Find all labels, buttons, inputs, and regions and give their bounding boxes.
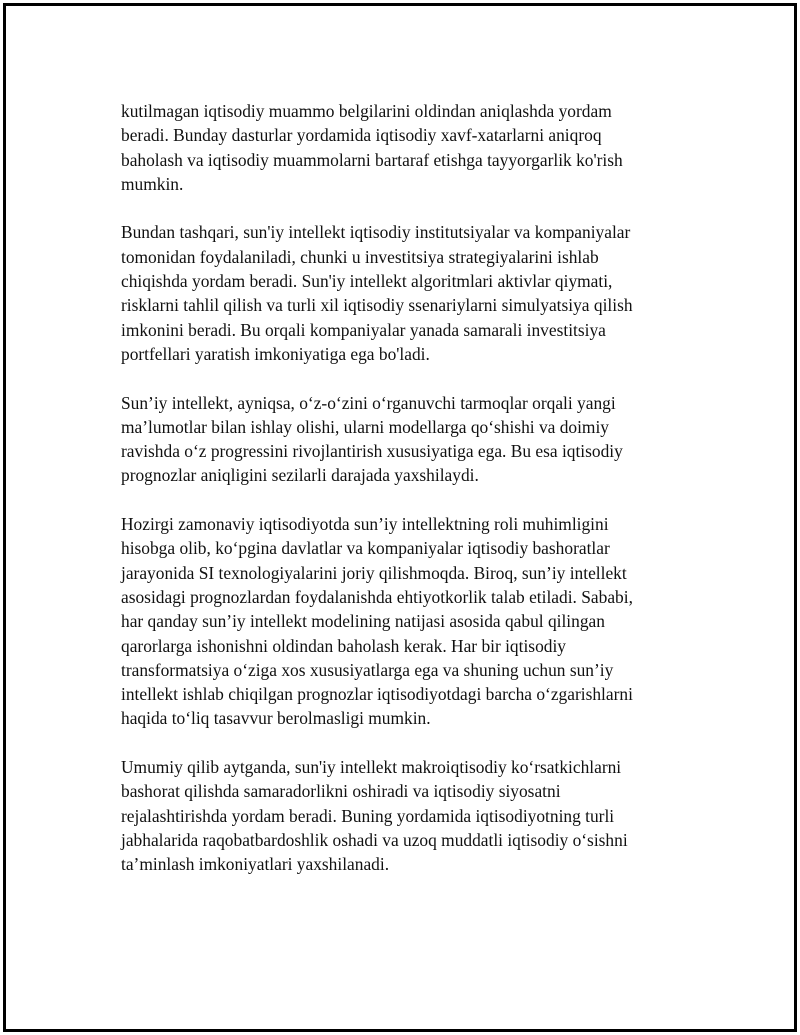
paragraph-line: ta’minlash imkoniyatlari yaxshilanadi. <box>121 854 390 875</box>
paragraph-line: ma’lumotlar bilan ishlay olishi, ularni modellarga qo‘shishi va doimiy <box>121 416 609 437</box>
paragraph-line: kutilmagan iqtisodiy muammo belgilarini oldindan aniqlashda yordam <box>121 101 612 121</box>
paragraph-line: transformatsiya o‘ziga xos xususiyatlarga ega va shuning uchun sun’iy <box>121 659 614 680</box>
paragraph-4 <box>121 512 711 731</box>
paragraph-line: imkonini beradi. Bu orqali kompaniyalar yanada samarali investitsiya <box>121 319 606 340</box>
paragraph-line: baholash va iqtisodiy muammolarni bartaraf etishga tayyorgarlik ko'rish <box>121 149 623 170</box>
paragraph-line: Hozirgi zamonaviy iqtisodiyotda sun’iy intellektning roli muhimligini <box>121 514 609 535</box>
paragraph-line: ravishda o‘z progressini rivojlantirish xususiyatiga ega. Bu esa iqtisodiy <box>121 441 623 462</box>
paragraph-line: risklarni tahlil qilish va turli xil iqtisodiy ssenariylarni simulyatsiya qilish <box>121 295 633 316</box>
paragraph-line: beradi. Bunday dasturlar yordamida iqtisodiy xavf-xatarlarni aniqroq <box>121 125 602 146</box>
paragraph-line: asosidagi prognozlardan foydalanishda ehtiyotkorlik talab etiladi. Sababi, <box>121 586 633 607</box>
paragraph-line: chiqishda yordam beradi. Sun'iy intellekt algoritmlari aktivlar qiymati, <box>121 271 613 292</box>
paragraph-line: Sun’iy intellekt, ayniqsa, o‘z-o‘zini o‘rganuvchi tarmoqlar orqali yangi <box>121 392 616 413</box>
paragraph-line: prognozlar aniqligini sezilarli darajada yaxshilaydi. <box>121 465 479 486</box>
paragraph-line: jarayonida SI texnologiyalarini joriy qilishmoqda. Biroq, sun’iy intellekt <box>121 562 627 583</box>
paragraph-line: portfellari yaratish imkoniyatiga ega bo'ladi. <box>121 343 430 364</box>
paragraph-line: har qanday sun’iy intellekt modelining natijasi asosida qabul qilingan <box>121 611 605 632</box>
paragraph-2 <box>121 220 711 366</box>
page-frame <box>3 3 797 1032</box>
paragraph-line: haqida to‘liq tasavvur berolmasligi mumkin. <box>121 708 431 729</box>
paragraph-line: bashorat qilishda samaradorlikni oshiradi va iqtisodiy siyosatni <box>121 781 561 802</box>
paragraph-line: intellekt ishlab chiqilgan prognozlar iqtisodiyotdagi barcha o‘zgarishlarni <box>121 684 633 705</box>
paragraph-line: jabhalarida raqobatbardoshlik oshadi va uzoq muddatli iqtisodiy o‘sishni <box>121 829 628 850</box>
document-body <box>121 99 711 901</box>
paragraph-line: tomonidan foydalaniladi, chunki u investitsiya strategiyalarini ishlab <box>121 246 599 267</box>
paragraph-line: mumkin. <box>121 173 184 194</box>
paragraph-line: Bundan tashqari, sun'iy intellekt iqtisodiy institutsiyalar va kompaniyalar <box>121 222 631 243</box>
paragraph-line: hisobga olib, ko‘pgina davlatlar va kompaniyalar iqtisodiy bashoratlar <box>121 538 610 559</box>
paragraph-line: qarorlarga ishonishni oldindan baholash kerak. Har bir iqtisodiy <box>121 635 566 656</box>
paragraph-5 <box>121 755 711 876</box>
paragraph-line: Umumiy qilib aytganda, sun'iy intellekt makroiqtisodiy ko‘rsatkichlarni <box>121 757 622 778</box>
paragraph-1 <box>121 99 711 196</box>
paragraph-line: rejalashtirishda yordam beradi. Buning yordamida iqtisodiyotning turli <box>121 805 615 826</box>
paragraph-3 <box>121 391 711 488</box>
